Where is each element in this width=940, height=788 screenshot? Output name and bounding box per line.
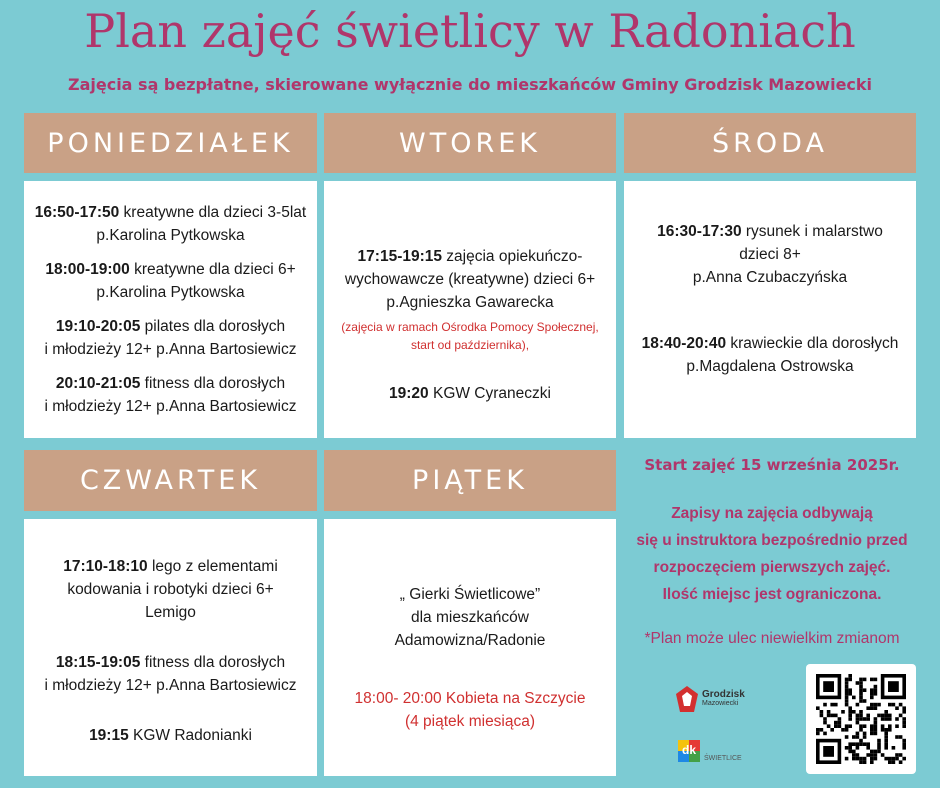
thursday-entry-2: 18:15-19:05 fitness dla dorosłych i młodzieży 12+ p.Anna Bartosiewicz bbox=[44, 653, 297, 694]
dk-icon: dk bbox=[678, 740, 700, 762]
monday-entry-4: 20:10-21:05 fitness dla dorosłych i młodzieży 12+ p.Anna Bartosiewicz bbox=[44, 375, 297, 415]
header-wednesday bbox=[624, 113, 916, 173]
monday-entry-3: 19:10-20:05 pilates dla dorosłych i młodzieży 12+ p.Anna Bartosiewicz bbox=[44, 318, 297, 358]
tuesday-note: (zajęcia w ramach Ośrodka Pomocy Społecznej, start od października), bbox=[341, 319, 599, 352]
friday-entry-2: 18:00- 20:00 Kobieta na Szczycie (4 piątek miesiąca) bbox=[354, 689, 586, 730]
thursday-entry-3: 19:15 KGW Radonianki bbox=[89, 726, 252, 744]
swietlice-logo-text: ŚWIETLICE bbox=[704, 754, 742, 762]
page-subtitle: Zajęcia są bezpłatne, skierowane wyłącznie do mieszkańców Gminy Grodzisk Mazowiecki bbox=[67, 75, 873, 94]
signup-info: Zapisy na zajęcia odbywają się u instruktora bezpośrednio przed rozpoczęciem pierwszych zajęć. Ilość miejsc jest ograniczona. bbox=[636, 505, 908, 603]
friday-schedule bbox=[324, 519, 616, 776]
grodzisk-logo bbox=[676, 686, 745, 712]
start-date: Start zajęć 15 września 2025r. bbox=[644, 456, 900, 474]
grodzisk-emblem-icon bbox=[676, 686, 698, 712]
header-wednesday-label: ŚRODA bbox=[712, 127, 828, 159]
page-title: Plan zajęć świetlicy w Radoniach bbox=[84, 4, 856, 58]
monday-entry-1: 16:50-17:50 kreatywne dla dzieci 3-5lat p.Karolina Pytkowska bbox=[34, 204, 307, 244]
header-thursday bbox=[24, 450, 317, 511]
friday-entry-1: „ Gierki Świetlicowe” dla mieszkańców Adamowizna/Radonie bbox=[394, 585, 546, 649]
wednesday-entry-1: 16:30-17:30 rysunek i malarstwo dzieci 8+ p.Anna Czubaczyńska bbox=[657, 222, 883, 286]
header-tuesday bbox=[324, 113, 616, 173]
header-friday-label: PIĄTEK bbox=[412, 465, 528, 496]
wednesday-entry-2: 18:40-20:40 krawieckie dla dorosłych p.Magdalena Ostrowska bbox=[641, 334, 899, 375]
header-thursday-label: CZWARTEK bbox=[79, 465, 262, 496]
wednesday-schedule bbox=[624, 181, 916, 438]
tuesday-entry-1: 17:15-19:15 zajęcia opiekuńczo- wychowawcze (kreatywne) dzieci 6+ p.Agnieszka Gawarecka bbox=[344, 247, 596, 311]
header-monday-label: PONIEDZIAŁEK bbox=[47, 127, 294, 159]
header-tuesday-label: WTOREK bbox=[399, 127, 541, 159]
qr-code-image bbox=[806, 664, 916, 774]
tuesday-schedule bbox=[324, 181, 616, 438]
thursday-entry-1: 17:10-18:10 lego z elementami kodowania i robotyki dzieci 6+ Lemigo bbox=[63, 557, 278, 621]
plan-note: *Plan może ulec niewielkim zmianom bbox=[644, 630, 900, 647]
monday-entry-2: 18:00-19:00 kreatywne dla dzieci 6+ p.Karolina Pytkowska bbox=[45, 261, 296, 301]
qr-code[interactable] bbox=[806, 664, 916, 774]
tuesday-entry-2: 19:20 KGW Cyraneczki bbox=[389, 384, 551, 402]
grodzisk-logo-subtext: Mazowiecki bbox=[702, 700, 739, 707]
monday-schedule bbox=[24, 181, 317, 438]
grodzisk-logo-text: Grodzisk bbox=[702, 689, 745, 700]
thursday-schedule bbox=[24, 519, 317, 776]
header-friday bbox=[324, 450, 616, 511]
swietlice-logo bbox=[678, 740, 742, 762]
header-monday bbox=[24, 113, 317, 173]
